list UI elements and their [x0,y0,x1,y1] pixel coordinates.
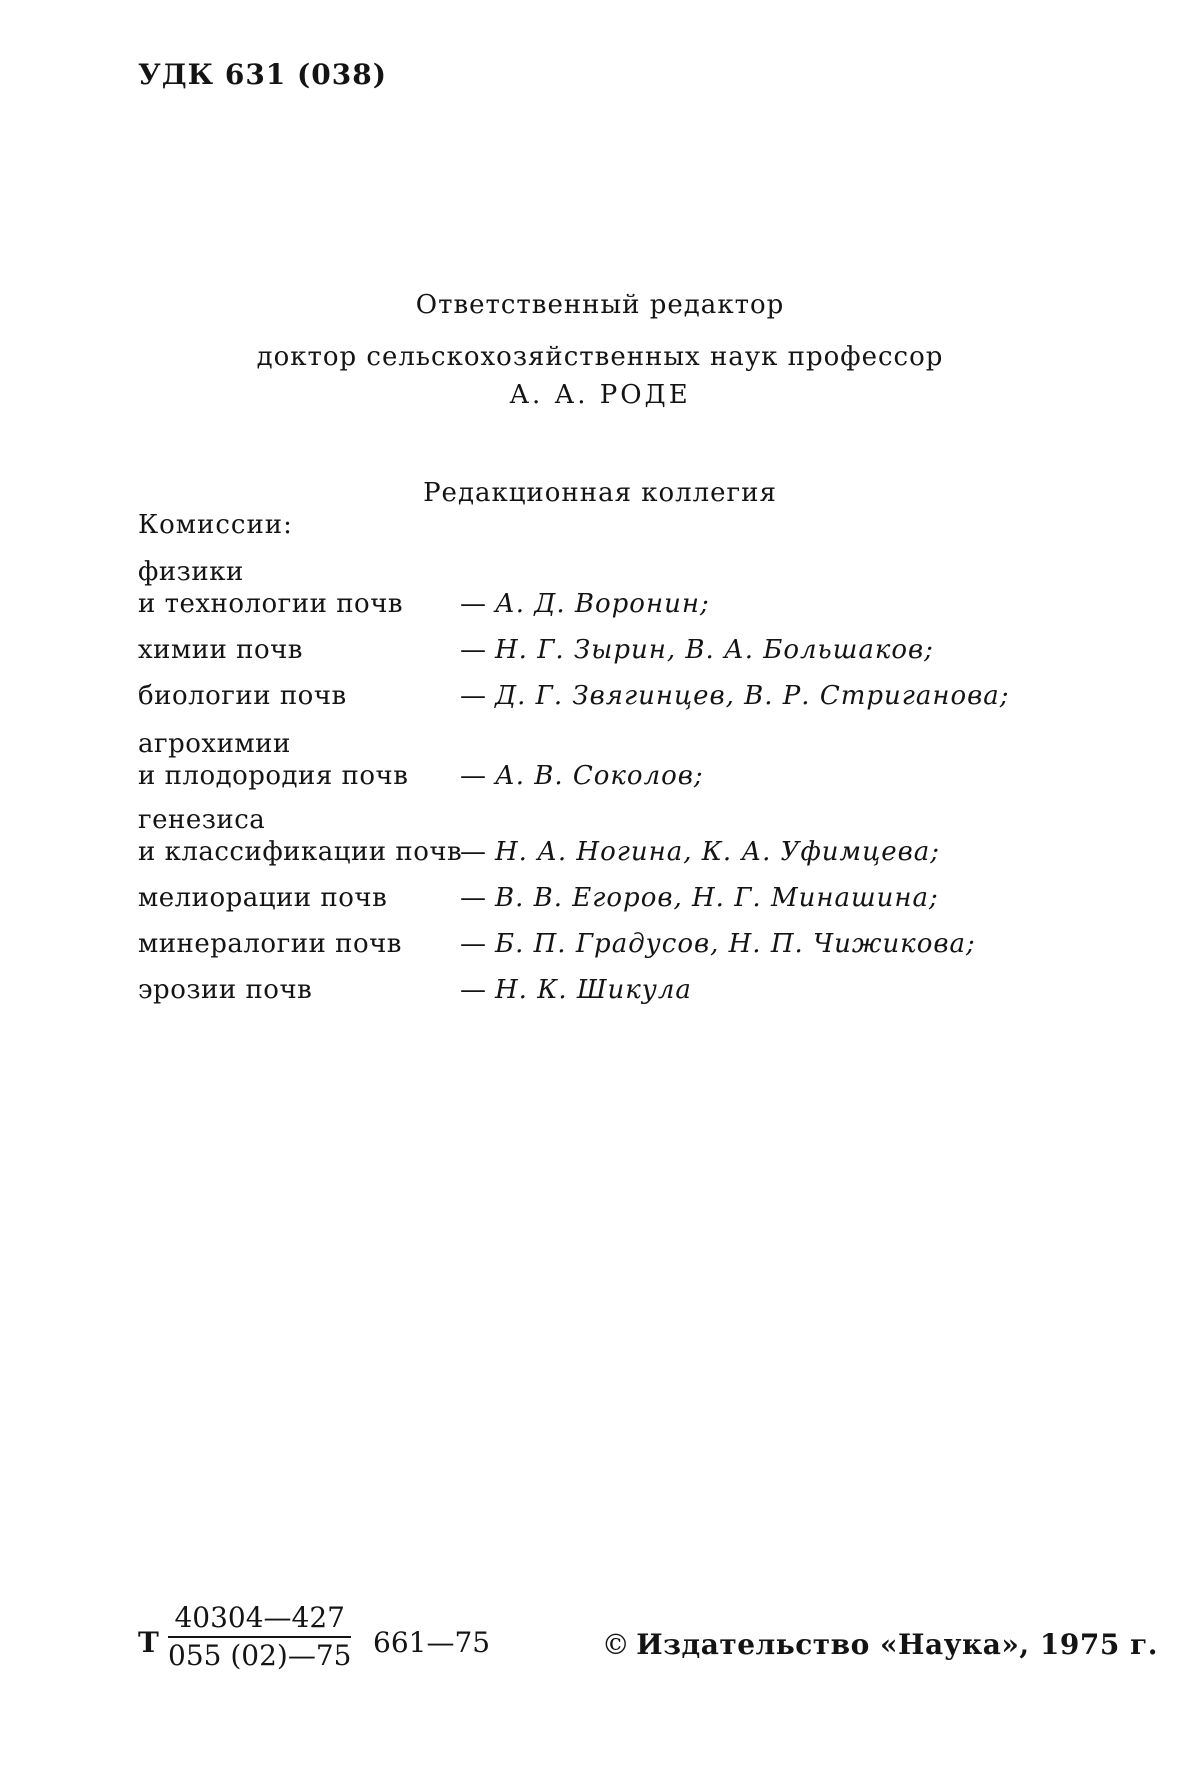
member-names: А. В. Соколов; [495,761,704,791]
member-names: Н. К. Шикула [495,975,692,1005]
imprint-code-denominator: 055 (02)—75 [168,1639,352,1672]
commission-area [138,974,468,1006]
copyright-notice [602,1628,1158,1661]
responsible-editor-degree: доктор сельскохозяйственных наук профессор [256,342,944,372]
commission-area [138,728,468,792]
commission-members [460,928,976,960]
commission-area [138,556,468,620]
imprint-letter: Т [138,1626,159,1659]
commission-area-line2: мелиорации почв [138,883,388,913]
imprint-footer [138,1600,1158,1690]
commission-area-line2: эрозии почв [138,975,313,1005]
commission-members [460,882,939,914]
commission-members [460,974,692,1006]
commission-area-line1: генезиса [138,805,266,835]
dash: — [460,635,487,665]
commission-members [460,760,704,792]
commission-area [138,804,468,868]
commission-area-line2: минералогии почв [138,929,402,959]
commissions-label: Комиссии: [138,510,293,540]
commission-area [138,680,468,712]
imprint-index: 661—75 [373,1626,491,1659]
responsible-editor-title: Ответственный редактор [415,290,785,320]
commission-area-line2: и плодородия почв [138,761,409,791]
member-names: Н. Г. Зырин, В. А. Большаков; [495,635,934,665]
member-names: В. В. Егоров, Н. Г. Минашина; [495,883,939,913]
commission-area [138,928,468,960]
member-names: Н. А. Ногина, К. А. Уфимцева; [495,837,941,867]
commission-area-line1: агрохимии [138,729,291,759]
dash: — [460,761,487,791]
commission-members [460,588,710,620]
commission-area [138,634,468,666]
dash: — [460,883,487,913]
dash: — [460,589,487,619]
imprint-code-numerator: 40304—427 [168,1600,351,1638]
member-names: А. Д. Воронин; [495,589,710,619]
dash: — [460,975,487,1005]
commission-members [460,634,934,666]
member-names: Д. Г. Звягинцев, В. Р. Стриганова; [495,681,1010,711]
udk-code: УДК 631 (038) [138,58,387,91]
copyright-icon: © [601,1628,631,1661]
responsible-editor-name: А. А. РОДЕ [509,380,691,410]
editorial-board-title: Редакционная коллегия [423,478,777,508]
dash: — [460,929,487,959]
commission-area-line2: биологии почв [138,681,347,711]
dash: — [460,837,487,867]
copyright-text: Издательство «Наука», 1975 г. [636,1628,1158,1661]
commission-area [138,882,468,914]
commission-members [460,836,940,868]
dash: — [460,681,487,711]
commission-members [460,680,1010,712]
commission-area-line2: и классификации почв [138,837,463,867]
imprint-code-fraction [168,1600,351,1674]
commission-area-line1: физики [138,557,244,587]
member-names: Б. П. Градусов, Н. П. Чижикова; [495,929,976,959]
commission-area-line2: и технологии почв [138,589,404,619]
commission-area-line2: химии почв [138,635,303,665]
